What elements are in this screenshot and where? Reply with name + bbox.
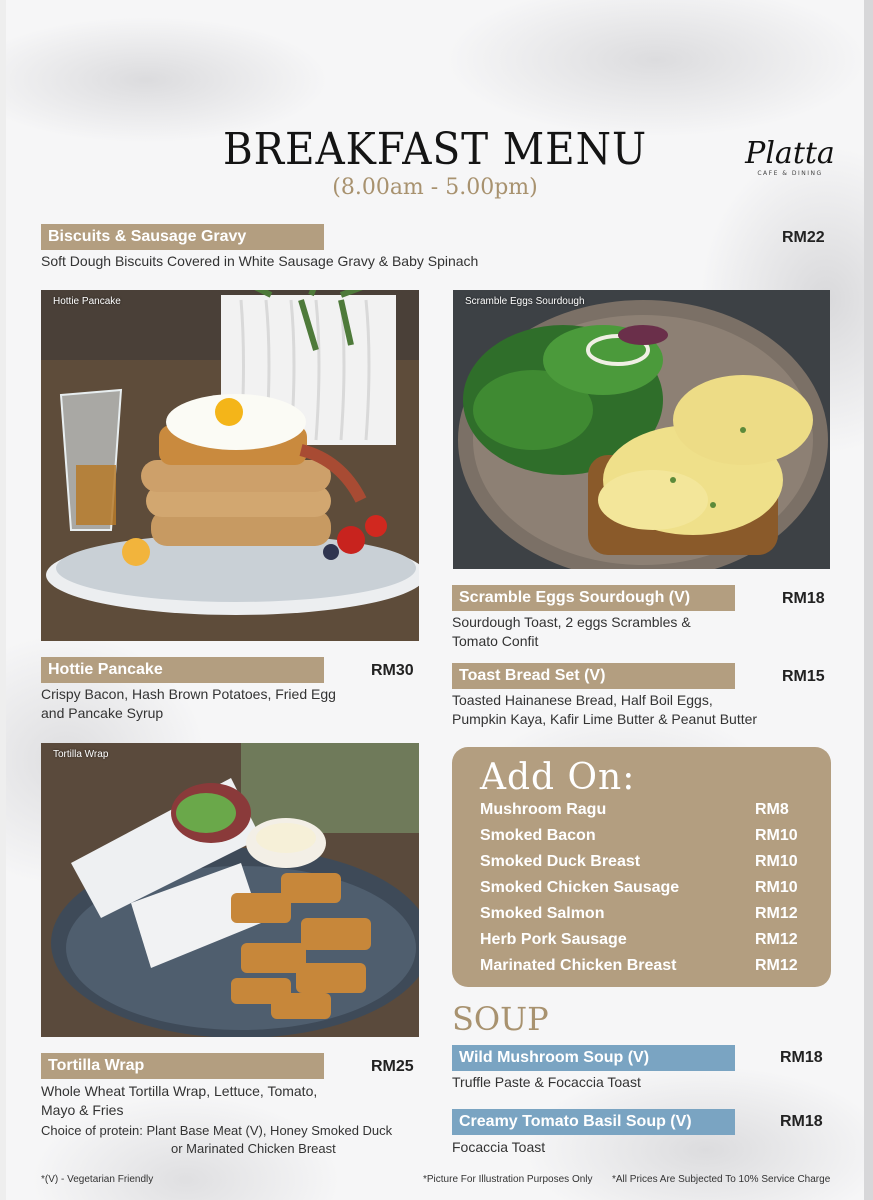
addon-name: Smoked Chicken Sausage (480, 879, 680, 896)
item-name-hottie: Hottie Pancake (41, 657, 324, 683)
photo-label-scramble: Scramble Eggs Sourdough (465, 296, 585, 307)
footer-veg-note: *(V) - Vegetarian Friendly (41, 1174, 154, 1185)
item-price-tortilla: RM25 (371, 1058, 414, 1075)
menu-title: BREAKFAST MENU (222, 124, 648, 175)
soup-name-tomato: Creamy Tomato Basil Soup (V) (452, 1109, 735, 1135)
scrollbar-track (864, 0, 873, 1200)
addon-price: RM10 (755, 827, 798, 844)
addon-row (480, 801, 805, 827)
addon-name: Smoked Bacon (480, 827, 596, 844)
item-desc-hottie-2: and Pancake Syrup (41, 705, 164, 721)
addon-price: RM12 (755, 931, 798, 948)
item-protein-tortilla-2: or Marinated Chicken Breast (171, 1141, 336, 1156)
addon-name: Marinated Chicken Breast (480, 957, 677, 974)
item-protein-tortilla-1: Choice of protein: Plant Base Meat (V), Honey Smoked Duck (41, 1123, 393, 1138)
platta-logo (742, 138, 838, 177)
item-price-biscuits: RM22 (782, 229, 825, 246)
item-desc-toast-2: Pumpkin Kaya, Kafir Lime Butter & Peanut Butter (452, 711, 758, 727)
scramble-illustration (453, 290, 830, 569)
tortilla-illustration (41, 743, 419, 1037)
addon-price: RM12 (755, 957, 798, 974)
addon-price: RM10 (755, 853, 798, 870)
item-name-toast: Toast Bread Set (V) (452, 663, 735, 689)
menu-hours: (8.00am - 5.00pm) (332, 175, 538, 200)
item-desc-scramble-1: Sourdough Toast, 2 eggs Scrambles & (452, 614, 691, 630)
soup-title: SOUP (452, 1000, 549, 1038)
soup-price-tomato: RM18 (780, 1113, 823, 1130)
item-desc-tortilla-1: Whole Wheat Tortilla Wrap, Lettuce, Tomato, (41, 1083, 318, 1099)
addon-price: RM12 (755, 905, 798, 922)
soup-desc-mushroom: Truffle Paste & Focaccia Toast (452, 1074, 641, 1090)
item-desc-biscuits: Soft Dough Biscuits Covered in White Sausage Gravy & Baby Spinach (41, 253, 479, 269)
addon-row (480, 931, 805, 957)
photo-tortilla-wrap (41, 743, 419, 1037)
soup-name-mushroom: Wild Mushroom Soup (V) (452, 1045, 735, 1071)
footer-picture-note: *Picture For Illustration Purposes Only (423, 1174, 593, 1185)
item-desc-hottie-1: Crispy Bacon, Hash Brown Potatoes, Fried Egg (41, 686, 336, 702)
item-desc-tortilla-2: Mayo & Fries (41, 1102, 124, 1118)
addon-name: Smoked Duck Breast (480, 853, 641, 870)
item-name-tortilla: Tortilla Wrap (41, 1053, 324, 1079)
addon-row (480, 957, 805, 983)
addon-name: Smoked Salmon (480, 905, 605, 922)
photo-label-tortilla: Tortilla Wrap (53, 749, 109, 760)
item-name-scramble: Scramble Eggs Sourdough (V) (452, 585, 735, 611)
addon-price: RM10 (755, 879, 798, 896)
item-desc-scramble-2: Tomato Confit (452, 633, 539, 649)
item-price-scramble: RM18 (782, 590, 825, 607)
footer-service-note: *All Prices Are Subjected To 10% Service Charge (612, 1174, 831, 1185)
logo-text: Platta (745, 136, 835, 171)
addon-panel (452, 747, 831, 987)
item-desc-toast-1: Toasted Hainanese Bread, Half Boil Eggs, (452, 692, 713, 708)
pancake-illustration (41, 290, 419, 641)
photo-scramble-eggs (453, 290, 830, 569)
item-price-toast: RM15 (782, 668, 825, 685)
addon-row (480, 879, 805, 905)
item-price-hottie: RM30 (371, 662, 414, 679)
addon-row (480, 905, 805, 931)
addon-title: Add On: (480, 757, 636, 798)
soup-desc-tomato: Focaccia Toast (452, 1139, 546, 1155)
photo-label-hottie: Hottie Pancake (53, 296, 121, 307)
addon-row (480, 853, 805, 879)
addon-row (480, 827, 805, 853)
addon-name: Mushroom Ragu (480, 801, 607, 818)
addon-price: RM8 (755, 801, 789, 818)
addon-name: Herb Pork Sausage (480, 931, 627, 948)
photo-hottie-pancake (41, 290, 419, 641)
logo-subtext: CAFE & DINING (757, 170, 823, 177)
soup-price-mushroom: RM18 (780, 1049, 823, 1066)
item-name-biscuits: Biscuits & Sausage Gravy (41, 224, 324, 250)
